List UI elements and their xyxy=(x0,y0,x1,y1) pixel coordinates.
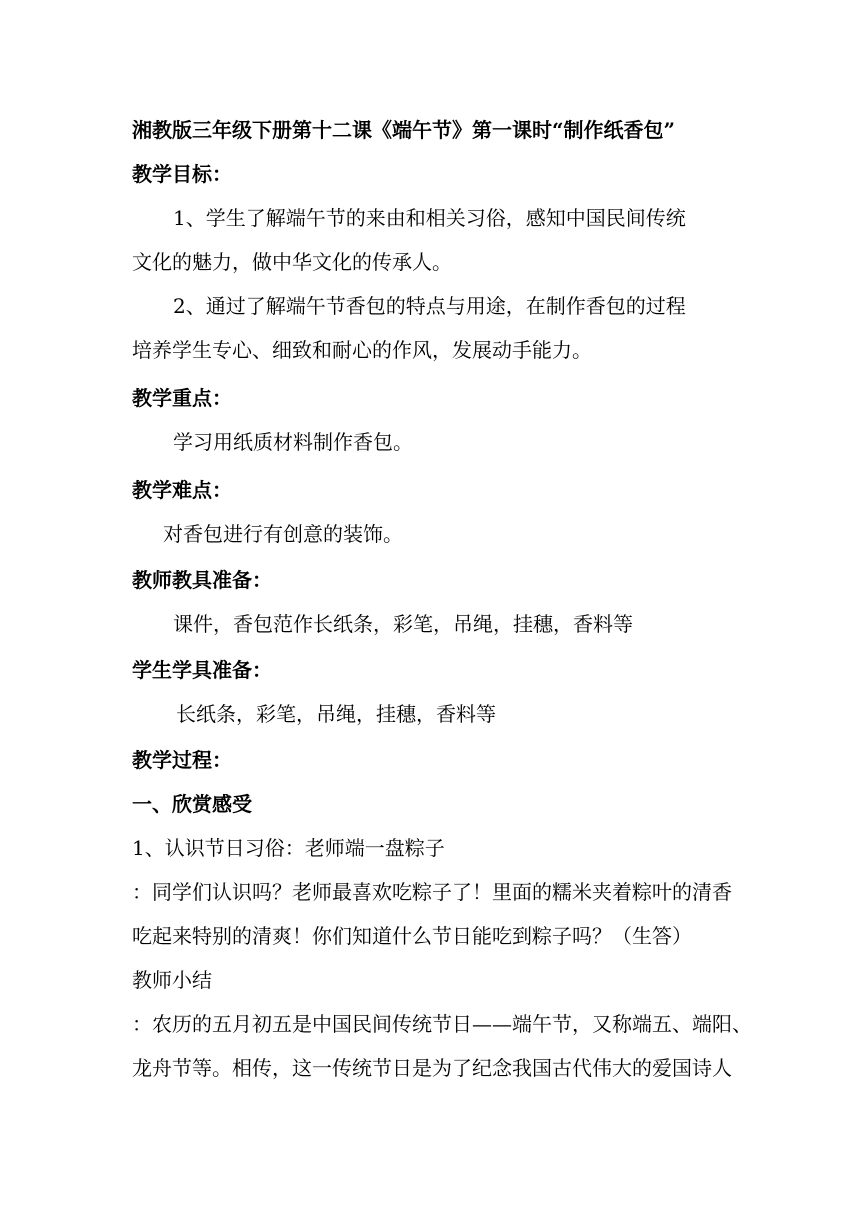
key-heading: 教学重点： xyxy=(132,386,232,410)
process-heading: 教学过程： xyxy=(132,748,232,772)
key-text: 学习用纸质材料制作香包。 xyxy=(173,430,413,454)
summary-label: 教师小结 xyxy=(132,968,212,992)
difficulty-heading: 教学难点： xyxy=(132,478,232,502)
goal-1-line-1: 1、学生了解端午节的来由和相关习俗，感知中国民间传统 xyxy=(173,206,686,230)
student-prep-text: 长纸条，彩笔，吊绳，挂穗，香料等 xyxy=(176,702,496,726)
step-1: 1、认识节日习俗：老师端一盘粽子 xyxy=(132,836,445,860)
teacher-prep-heading: 教师教具准备： xyxy=(132,568,272,592)
step-1-text-line-1: ：同学们认识吗？老师最喜欢吃粽子了！里面的糯米夹着粽叶的清香 xyxy=(132,880,732,904)
section-1-heading: 一、欣赏感受 xyxy=(132,792,252,816)
summary-line-1: ：农历的五月初五是中国民间传统节日——端午节，又称端五、端阳、 xyxy=(132,1012,752,1036)
goal-2-line-2: 培养学生专心、细致和耐心的作风，发展动手能力。 xyxy=(132,338,592,362)
goals-heading: 教学目标： xyxy=(132,162,232,186)
document-title: 湘教版三年级下册第十二课《端午节》第一课时“制作纸香包” xyxy=(132,118,676,142)
student-prep-heading: 学生学具准备： xyxy=(132,658,272,682)
difficulty-text: 对香包进行有创意的装饰。 xyxy=(163,522,403,546)
teacher-prep-text: 课件，香包范作长纸条，彩笔，吊绳，挂穗，香料等 xyxy=(173,612,633,636)
summary-line-2: 龙舟节等。相传，这一传统节日是为了纪念我国古代伟大的爱国诗人 xyxy=(132,1056,732,1080)
goal-1-line-2: 文化的魅力，做中华文化的传承人。 xyxy=(132,250,452,274)
step-1-text-line-2: 吃起来特别的清爽！你们知道什么节日能吃到粽子吗？（生答） xyxy=(132,924,692,948)
goal-2-line-1: 2、通过了解端午节香包的特点与用途，在制作香包的过程 xyxy=(173,294,686,318)
